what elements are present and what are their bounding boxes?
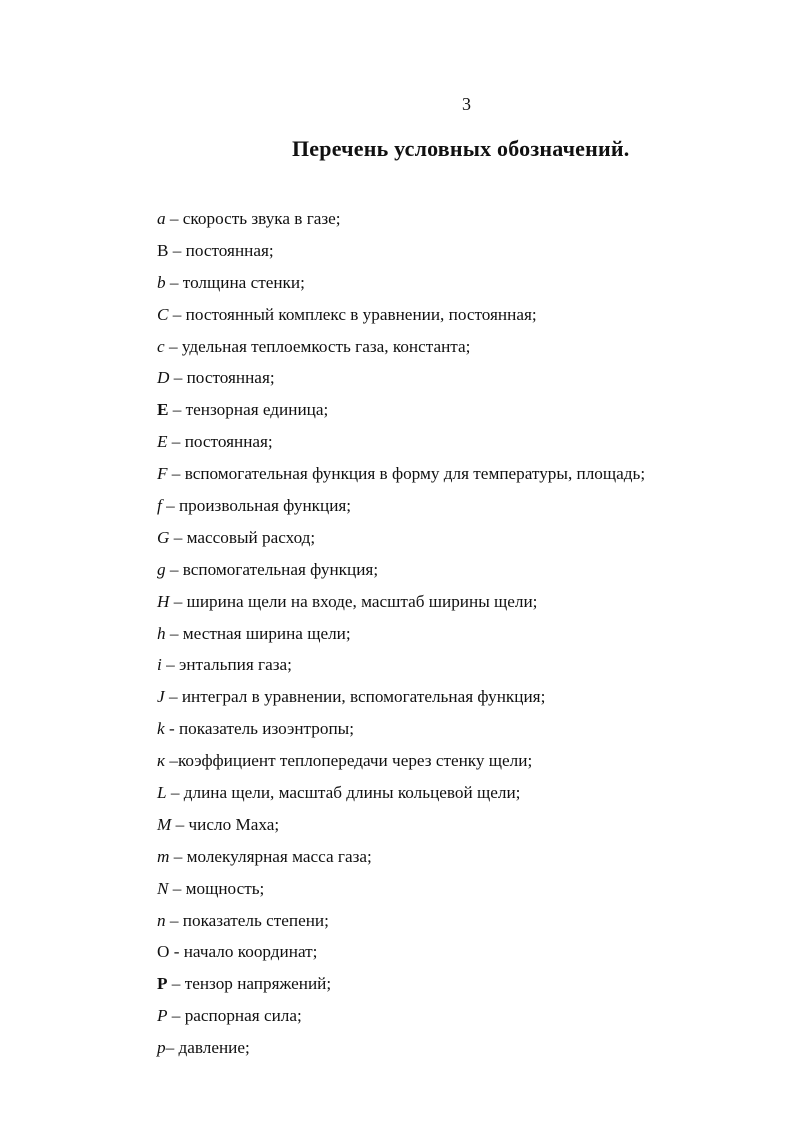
notation-symbol: c bbox=[157, 336, 165, 356]
notation-item bbox=[157, 588, 645, 620]
notation-symbol: k bbox=[157, 719, 165, 739]
notation-item bbox=[157, 1034, 645, 1066]
notation-description: – мощность; bbox=[168, 878, 265, 898]
notation-symbol: b bbox=[157, 272, 166, 292]
notation-item bbox=[157, 205, 645, 237]
notation-item bbox=[157, 1002, 645, 1034]
notation-description: – распорная сила; bbox=[167, 1006, 302, 1026]
notation-description: – тензор напряжений; bbox=[167, 974, 332, 994]
notation-item bbox=[157, 843, 645, 875]
notation-item bbox=[157, 715, 645, 747]
notation-description: – тензорная единица; bbox=[168, 400, 329, 420]
notation-symbol: F bbox=[157, 464, 168, 484]
notation-description: – молекулярная масса газа; bbox=[169, 846, 372, 866]
notation-description: - начало координат; bbox=[169, 942, 318, 962]
notation-symbol: C bbox=[157, 304, 169, 324]
notation-item bbox=[157, 779, 645, 811]
notation-description: – постоянная; bbox=[169, 368, 275, 388]
notation-symbol: J bbox=[157, 687, 165, 707]
notation-description: – показатель степени; bbox=[165, 910, 329, 930]
notation-symbol: D bbox=[157, 368, 170, 388]
notation-description: – давление; bbox=[165, 1038, 250, 1058]
notation-description: – произвольная функция; bbox=[161, 496, 352, 516]
notation-symbol: h bbox=[157, 623, 166, 643]
notation-item bbox=[157, 524, 645, 556]
notation-item bbox=[157, 364, 645, 396]
notation-item bbox=[157, 492, 645, 524]
notation-description: – скорость звука в газе; bbox=[165, 209, 341, 228]
notation-description: – местная ширина щели; bbox=[165, 623, 351, 643]
notation-description: – массовый расход; bbox=[169, 527, 316, 547]
notation-item bbox=[157, 620, 645, 652]
notation-symbol: i bbox=[157, 655, 162, 675]
page-number: 3 bbox=[462, 94, 471, 114]
notation-item bbox=[157, 301, 645, 333]
notation-list bbox=[157, 205, 645, 1066]
notation-description: – толщина стенки; bbox=[165, 272, 305, 292]
notation-description: – интеграл в уравнении, вспомогательная функция; bbox=[164, 687, 546, 707]
notation-item bbox=[157, 747, 645, 779]
notation-item bbox=[157, 396, 645, 428]
page-title: Перечень условных обозначений. bbox=[292, 136, 630, 161]
notation-item bbox=[157, 875, 645, 907]
notation-description: – постоянная; bbox=[168, 240, 274, 260]
notation-symbol: к bbox=[157, 751, 166, 771]
notation-item bbox=[157, 651, 645, 683]
notation-description: – вспомогательная функция; bbox=[165, 559, 379, 579]
notation-item bbox=[157, 907, 645, 939]
notation-item bbox=[157, 556, 645, 588]
notation-description: – ширина щели на входе, масштаб ширины щели; bbox=[169, 591, 538, 611]
notation-description: – число Маха; bbox=[171, 814, 280, 834]
notation-symbol: L bbox=[157, 783, 167, 803]
notation-item bbox=[157, 683, 645, 715]
notation-description: – вспомогательная функция в форму для температуры, площадь; bbox=[167, 464, 646, 484]
notation-symbol: P bbox=[157, 1006, 168, 1026]
notation-item bbox=[157, 237, 645, 269]
notation-description: – удельная теплоемкость газа, константа; bbox=[164, 336, 471, 356]
notation-symbol: B bbox=[157, 240, 169, 260]
notation-item bbox=[157, 970, 645, 1002]
notation-description: – длина щели, масштаб длины кольцевой щели; bbox=[166, 783, 521, 803]
notation-description: – энтальпия газа; bbox=[161, 655, 292, 675]
notation-description: – постоянный комплекс в уравнении, постоянная; bbox=[168, 304, 537, 324]
notation-symbol: m bbox=[157, 846, 170, 866]
notation-item bbox=[157, 428, 645, 460]
notation-symbol: f bbox=[157, 496, 162, 516]
notation-symbol: P bbox=[157, 974, 168, 994]
notation-item bbox=[157, 938, 645, 970]
notation-description: - показатель изоэнтропы; bbox=[164, 719, 354, 739]
notation-description: –коэффициент теплопередачи через стенку щели; bbox=[165, 751, 533, 771]
notation-symbol: E bbox=[157, 400, 169, 420]
notation-symbol: p bbox=[157, 1038, 166, 1058]
notation-item bbox=[157, 811, 645, 843]
notation-item bbox=[157, 460, 645, 492]
notation-symbol: N bbox=[157, 878, 169, 898]
notation-symbol: O bbox=[157, 942, 170, 962]
notation-item bbox=[157, 333, 645, 365]
notation-item bbox=[157, 269, 645, 301]
notation-symbol: E bbox=[157, 432, 168, 452]
notation-symbol: G bbox=[157, 527, 170, 547]
notation-symbol: n bbox=[157, 910, 166, 930]
notation-description: – постоянная; bbox=[167, 432, 273, 452]
notation-symbol: M bbox=[157, 814, 172, 834]
notation-symbol: H bbox=[157, 591, 170, 611]
notation-symbol: g bbox=[157, 559, 166, 579]
notation-symbol: a bbox=[157, 209, 166, 228]
